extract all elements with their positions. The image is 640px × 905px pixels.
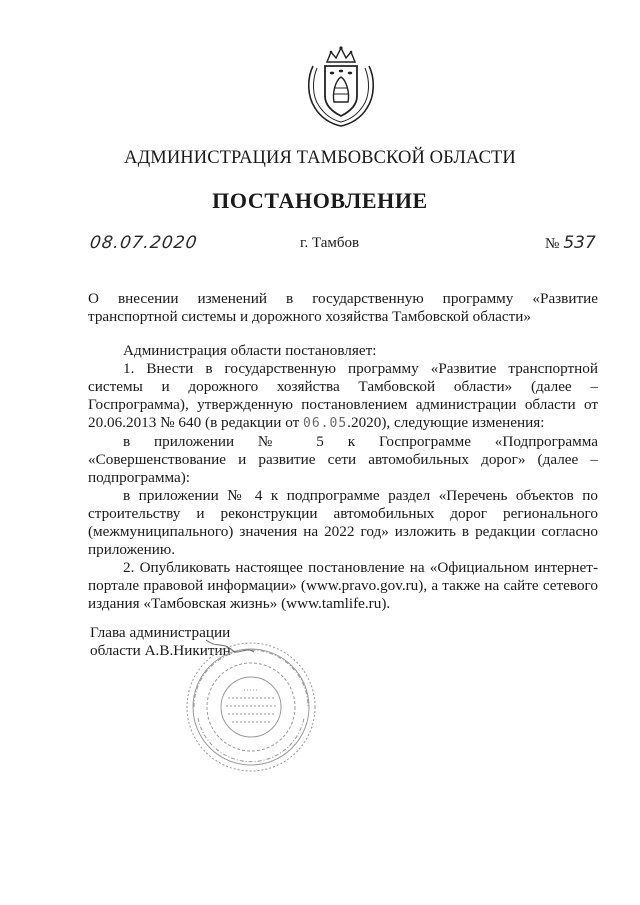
signatory-name: области А.В.Никитин (90, 642, 231, 659)
document-city: г. Тамбов (300, 235, 360, 251)
organization-title: АДМИНИСТРАЦИЯ ТАМБОВСКОЙ ОБЛАСТИ (124, 148, 516, 168)
item-1-redaction-date: 06.05 (303, 416, 348, 431)
item-1-paragraph (88, 360, 598, 433)
number-sign: № (545, 236, 560, 252)
item-2-paragraph: 2. Опубликовать настоящее постановление на «Официальном интернет-портале правовой информации» (www.pravo.gov.ru), а также на сайте сетевого издания «Тамбовская жизнь» (www.tamlife.ru). (88, 559, 598, 612)
document-subject: О внесении изменений в государственную программу «Развитие транспортной системы и дорожного хозяйства Тамбовской области» (88, 290, 598, 325)
subitem-2-paragraph: в приложении № 4 к подпрограмме раздел «Перечень объектов по строительству и реконструкции автомобильных дорог регионального (межмуниципального) значения на 2022 год» изложить в редакции согласно приложению. (88, 487, 598, 558)
item-1-text-start: 1. Внести в государственную программу «Развитие транспортной системы и дорожного хозяйства Тамбовской области» (далее – Госпрограмма), утвержденную постановлением администрации области от 20.06.2013 № 640 (в редакции от (88, 360, 598, 431)
item-1-text-end: .2020), следующие изменения: (347, 414, 545, 431)
signatory-position: Глава администрации (90, 624, 231, 641)
number-value: 537 (563, 233, 596, 253)
document-number (545, 233, 596, 253)
coat-of-arms-emblem (303, 44, 379, 128)
document-body (88, 342, 598, 613)
intro-paragraph: Администрация области постановляет: (123, 342, 377, 359)
subitem-1-paragraph: в приложении № 5 к Госпрограмме «Подпрограмма «Совершенствование и развитие сети автомобильных дорог» (далее – подпрограмма): (88, 433, 598, 486)
official-seal-stamp (176, 638, 326, 776)
document-date: 08.07.2020 (88, 233, 199, 253)
document-type-title: ПОСТАНОВЛЕНИЕ (212, 188, 428, 213)
